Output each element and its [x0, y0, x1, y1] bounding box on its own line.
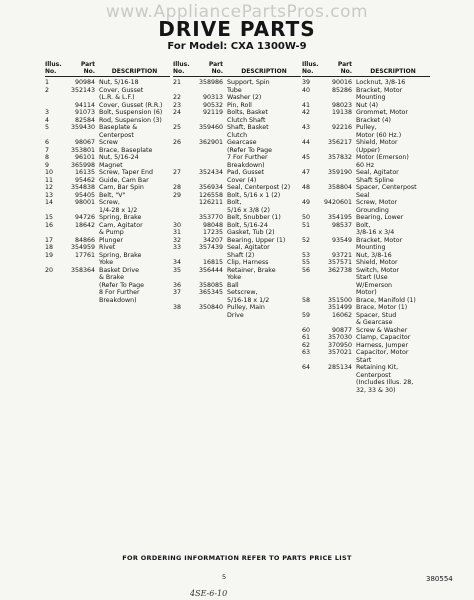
part-description: Brace, Baseplate	[99, 146, 153, 154]
illus-number: 24	[173, 109, 182, 116]
table-row	[45, 117, 170, 125]
part-description: Bearing, Lower	[356, 214, 404, 221]
table-row	[302, 139, 430, 154]
part-number: 359460	[198, 124, 223, 131]
part-description: Screw	[99, 139, 118, 146]
table-row	[173, 222, 301, 230]
table-row	[173, 229, 301, 237]
illus-number: 34	[173, 259, 182, 266]
table-row	[45, 139, 170, 147]
part-description: Nut, 3/8-16	[356, 251, 392, 259]
part-description: Clamp, Capacitor	[356, 334, 411, 341]
illus-number: 14	[45, 199, 54, 206]
illus-number: 22	[173, 94, 182, 101]
illus-number	[173, 214, 193, 222]
illus-number: 40	[302, 86, 311, 94]
part-number: 359190	[327, 169, 352, 176]
part-description: Retaining Kit, Centerpost (Includes Illus. 28, 32, 33 & 30)	[356, 364, 414, 394]
illus-number: 6	[45, 139, 50, 146]
illus-number: 47	[302, 169, 311, 176]
table-header	[45, 61, 170, 77]
table-row	[302, 327, 430, 335]
illus-number: 27	[173, 169, 182, 176]
part-number: 19138	[331, 109, 352, 116]
illus-number: 29	[173, 191, 182, 199]
table-row	[45, 244, 170, 252]
part-number: 356217	[327, 139, 352, 146]
part-description: Support, Spin Tube	[227, 79, 270, 94]
page-subtitle: For Model: CXA 1300W-9	[167, 41, 307, 52]
illus-number: 35	[173, 266, 182, 274]
table-header	[302, 61, 430, 77]
table-row	[173, 282, 301, 290]
part-description: Nut, 5/16-24	[99, 154, 139, 161]
part-description: Bolt, 5/16-24	[227, 221, 268, 229]
table-row	[302, 297, 430, 305]
table-row	[302, 79, 430, 87]
part-description: Belt, Snubber (1)	[227, 214, 281, 221]
illus-number: 43	[302, 124, 311, 131]
illus-number: 28	[173, 184, 182, 191]
illus-number: 45	[302, 154, 311, 161]
part-description: Belt, "V"	[99, 191, 126, 199]
page-title: DRIVE PARTS	[158, 17, 316, 41]
part-number: 98048	[202, 221, 223, 229]
table-row	[302, 154, 430, 169]
part-description: Motor (Emerson) 60 Hz	[356, 154, 409, 169]
parts-column-2	[173, 61, 301, 319]
part-number: 126211	[198, 199, 223, 206]
table-row	[302, 222, 430, 237]
illus-number: 38	[173, 304, 182, 311]
table-row	[302, 349, 430, 364]
illus-number: 49	[302, 199, 311, 206]
part-number: 17235	[202, 229, 223, 236]
part-description: Rod, Suspension (3)	[99, 116, 162, 124]
part-number: 365345	[198, 289, 223, 296]
part-number: 98023	[331, 101, 352, 109]
table-row	[45, 124, 170, 139]
part-number: 16135	[74, 169, 95, 176]
illus-number: 60	[302, 326, 311, 334]
table-row	[302, 252, 430, 260]
table-row	[173, 169, 301, 184]
part-description: Pad, Gusset Cover (4)	[227, 169, 265, 184]
illus-number: 20	[45, 266, 54, 274]
table-row	[302, 102, 430, 110]
table-row	[173, 192, 301, 200]
table-row	[45, 222, 170, 237]
part-description: Bolts, Basket Clutch Shaft	[227, 109, 268, 124]
table-row	[45, 267, 170, 305]
table-row	[302, 342, 430, 350]
part-description: Basket Drive & Brake (Refer To Page 8 For Further Breakdown)	[99, 266, 144, 304]
part-number: 362901	[198, 139, 223, 146]
part-description: Spring, Brake Yoke	[99, 251, 142, 266]
table-row	[173, 267, 301, 282]
table-row	[45, 252, 170, 267]
table-row	[302, 199, 430, 214]
part-description: Baseplate & Centerpost	[99, 124, 138, 139]
part-number: 84866	[74, 236, 95, 244]
part-number: 90016	[331, 79, 352, 86]
illus-number: 39	[302, 79, 311, 86]
illus-number: 1	[45, 79, 50, 86]
illus-number: 58	[302, 296, 311, 304]
table-row	[173, 199, 301, 214]
illus-number: 10	[45, 169, 54, 176]
illus-number: 17	[45, 236, 54, 244]
illus-number: 56	[302, 266, 311, 274]
table-row	[302, 87, 430, 102]
illus-number: 21	[173, 79, 182, 86]
parts-column-1	[45, 61, 170, 304]
illus-number: 53	[302, 251, 311, 259]
table-row	[173, 289, 301, 304]
part-description: Setscrew, 5/16-18 x 1/2	[227, 289, 270, 304]
part-number: 357832	[327, 154, 352, 161]
table-row	[45, 214, 170, 222]
part-number: 93549	[331, 236, 352, 244]
part-description: Spacer, Stud & Gearcase	[356, 311, 397, 326]
part-description: Pulley, Main Drive	[227, 304, 265, 319]
part-number: 91073	[74, 109, 95, 116]
illus-number: 23	[173, 101, 182, 109]
table-row	[45, 184, 170, 192]
illus-number: 7	[45, 146, 50, 154]
part-number: 16062	[331, 311, 352, 319]
table-row	[302, 334, 430, 342]
part-description: Seal, Agitator Shaft (2)	[227, 244, 270, 259]
part-description: Bolt, 3/8-16 x 3/4	[356, 221, 395, 236]
illus-header: Illus. No.	[173, 61, 190, 75]
part-number: 352143	[70, 86, 95, 94]
table-row	[173, 184, 301, 192]
part-number: 85286	[331, 86, 352, 94]
part-description: Nut, 5/16-18	[99, 79, 139, 86]
table-row	[45, 79, 170, 87]
illus-number: 15	[45, 214, 54, 221]
illus-number: 3	[45, 109, 50, 116]
part-number: 365998	[70, 161, 95, 169]
part-description: Rivet	[99, 244, 116, 251]
illus-number: 32	[173, 236, 182, 244]
illus-number: 36	[173, 281, 182, 289]
table-row	[173, 304, 301, 319]
table-row	[302, 214, 430, 222]
illus-number: 51	[302, 221, 311, 229]
part-description: Bolt, 5/16 x 3/8 (2)	[227, 199, 270, 214]
part-header: Part No.	[80, 61, 95, 75]
part-description: Washer (2)	[227, 94, 262, 101]
part-description: Bracket, Motor Mounting	[356, 236, 403, 251]
part-number: 94114	[74, 101, 95, 109]
part-number: 351500	[327, 296, 352, 304]
illus-number: 52	[302, 236, 311, 244]
part-number: 17761	[74, 251, 95, 259]
page-number: 5	[222, 573, 227, 581]
part-number: 356934	[198, 184, 223, 191]
part-description: Brace, Manifold (1)	[356, 296, 416, 304]
table-row	[173, 259, 301, 267]
part-description: Screw & Washer	[356, 326, 408, 334]
part-description: Plunger	[99, 236, 123, 244]
illus-number: 12	[45, 184, 54, 191]
table-row	[302, 169, 430, 184]
part-number: 96101	[74, 154, 95, 161]
document-number: 380554	[426, 575, 453, 583]
part-number: 353770	[198, 214, 223, 221]
illus-number: 26	[173, 139, 182, 146]
part-number: 90532	[202, 101, 223, 109]
part-description: Guide, Cam Bar	[99, 176, 149, 184]
table-row	[302, 267, 430, 297]
illus-number: 31	[173, 229, 182, 236]
table-row	[173, 79, 301, 94]
part-description: Cam, Bar Spin	[99, 184, 144, 191]
part-number: 357030	[327, 334, 352, 341]
part-header: Part No.	[337, 61, 352, 75]
table-row	[45, 169, 170, 177]
part-header: Part No.	[208, 61, 223, 75]
part-number: 370950	[327, 341, 352, 349]
watermark: www.AppliancePartsPros.com	[105, 2, 369, 22]
table-row	[45, 102, 170, 110]
part-description: Nut (4)	[356, 101, 379, 109]
illus-number: 55	[302, 259, 311, 266]
illus-number: 63	[302, 349, 311, 356]
part-number: 9420601	[323, 199, 352, 206]
illus-number: 42	[302, 109, 311, 116]
part-number: 356444	[198, 266, 223, 274]
illus-number: 16	[45, 221, 54, 229]
illus-number	[45, 102, 65, 110]
illus-number	[173, 199, 193, 214]
parts-column-3	[302, 61, 430, 394]
illus-number: 9	[45, 161, 50, 169]
part-description: Screw, Taper End	[99, 169, 154, 176]
part-number: 16815	[202, 259, 223, 266]
table-row	[45, 192, 170, 200]
part-number: 352434	[198, 169, 223, 176]
table-row	[45, 109, 170, 117]
part-description: Shield, Motor (Upper)	[356, 139, 398, 154]
illus-number: 25	[173, 124, 182, 131]
part-description: Grommet, Motor Bracket (4)	[356, 109, 408, 124]
ordering-footer: FOR ORDERING INFORMATION REFER TO PARTS PRICE LIST	[122, 554, 352, 562]
illus-number: 5	[45, 124, 50, 131]
illus-number: 50	[302, 214, 311, 221]
part-description: Bolt, 5/16 x 1 (2)	[227, 191, 281, 199]
illus-number: 41	[302, 101, 311, 109]
part-number: 354838	[70, 184, 95, 191]
table-header	[173, 61, 301, 77]
part-description: Spacer, Centerpost Seal	[356, 184, 417, 199]
part-number: 357571	[327, 259, 352, 266]
table-row	[173, 139, 301, 169]
part-number: 92216	[331, 124, 352, 131]
part-description: Capacitor, Motor Start	[356, 349, 409, 364]
part-number: 357021	[327, 349, 352, 356]
illus-header: Illus. No.	[45, 61, 62, 75]
illus-number: 44	[302, 139, 311, 146]
part-description: Shaft, Basket Clutch	[227, 124, 269, 139]
table-row	[302, 312, 430, 327]
table-row	[173, 102, 301, 110]
handwritten-note: 4SE-6-10	[190, 589, 228, 598]
part-number: 362738	[327, 266, 352, 274]
part-number: 90877	[331, 326, 352, 334]
table-row	[45, 237, 170, 245]
table-row	[302, 259, 430, 267]
part-number: 358804	[327, 184, 352, 191]
table-row	[45, 162, 170, 170]
part-number: 354195	[327, 214, 352, 221]
table-row	[45, 154, 170, 162]
table-row	[173, 237, 301, 245]
illus-number	[302, 304, 322, 312]
part-description: Bolt, Suspension (6)	[99, 109, 163, 116]
part-number: 358986	[198, 79, 223, 86]
part-number: 359430	[70, 124, 95, 131]
part-description: Spring, Brake	[99, 214, 142, 221]
illus-header: Illus. No.	[302, 61, 319, 75]
table-row	[173, 109, 301, 124]
part-description: Brace, Motor (1)	[356, 304, 408, 311]
part-description: Retainer, Brake Yoke	[227, 266, 276, 281]
part-description: Gasket, Tub (2)	[227, 229, 275, 236]
part-description: Clip, Harness	[227, 259, 269, 266]
part-description: Bearing, Upper (1)	[227, 236, 286, 244]
table-row	[302, 184, 430, 199]
part-number: 357439	[198, 244, 223, 251]
table-row	[302, 237, 430, 252]
part-description: Screw, 1/4-28 x 1/2	[99, 199, 138, 214]
part-number: 353801	[70, 146, 95, 154]
part-description: Cover, Gusset (R.R.)	[99, 101, 163, 109]
table-row	[302, 304, 430, 312]
part-description: Seal, Agitator Shaft Spline	[356, 169, 399, 184]
part-number: 98067	[74, 139, 95, 146]
illus-number: 19	[45, 251, 54, 259]
part-number: 94726	[74, 214, 95, 221]
part-number: 350840	[198, 304, 223, 311]
part-number: 95462	[74, 176, 95, 184]
part-description: Cam, Agitator & Pump	[99, 221, 143, 236]
part-description: Ball	[227, 281, 239, 289]
illus-number: 4	[45, 116, 50, 124]
table-row	[302, 124, 430, 139]
illus-number: 2	[45, 86, 50, 94]
illus-number: 61	[302, 334, 311, 341]
part-description: Locknut, 3/8-16	[356, 79, 406, 86]
part-description: Screw, Motor Grounding	[356, 199, 398, 214]
illus-number: 18	[45, 244, 54, 251]
table-row	[173, 124, 301, 139]
table-row	[173, 214, 301, 222]
part-description: Magnet	[99, 161, 123, 169]
part-number: 82584	[74, 116, 95, 124]
illus-number: 13	[45, 191, 54, 199]
part-description: Cover, Gusset (L.R. & L.F.)	[99, 86, 144, 101]
part-number: 285134	[327, 364, 352, 371]
part-number: 90313	[202, 94, 223, 101]
part-number: 18642	[74, 221, 95, 229]
part-number: 126558	[198, 191, 223, 199]
illus-number: 59	[302, 311, 311, 319]
illus-number: 8	[45, 154, 50, 161]
part-description: Switch, Motor Start (Use W/Emerson Motor)	[356, 266, 400, 296]
table-row	[173, 94, 301, 102]
part-number: 90984	[74, 79, 95, 86]
description-header: DESCRIPTION	[370, 68, 416, 75]
part-number: 358364	[70, 266, 95, 274]
part-number: 34207	[202, 236, 223, 244]
part-description: Harness, Jumper	[356, 341, 408, 349]
illus-number: 33	[173, 244, 182, 251]
part-description: Pulley, Motor (60 Hz.)	[356, 124, 402, 139]
part-number: 358085	[198, 281, 223, 289]
description-header: DESCRIPTION	[241, 68, 287, 75]
description-header: DESCRIPTION	[111, 68, 158, 75]
table-row	[45, 177, 170, 185]
table-row	[45, 199, 170, 214]
part-description: Seal, Centerpost (2)	[227, 184, 291, 191]
part-number: 351499	[327, 304, 352, 311]
part-number: 92119	[202, 109, 223, 116]
part-number: 93721	[331, 251, 352, 259]
part-description: Pin, Roll	[227, 101, 252, 109]
table-row	[45, 87, 170, 102]
table-row	[173, 244, 301, 259]
part-number: 98001	[74, 199, 95, 206]
table-row	[302, 364, 430, 394]
part-number: 354959	[70, 244, 95, 251]
part-description: Shield, Motor	[356, 259, 398, 266]
part-number: 95405	[74, 191, 95, 199]
illus-number: 62	[302, 341, 311, 349]
illus-number: 11	[45, 176, 54, 184]
part-description: Gearcase (Refer To Page 7 For Further Breakdown)	[227, 139, 272, 169]
part-description: Bracket, Motor Mounting	[356, 86, 403, 101]
illus-number: 48	[302, 184, 311, 191]
illus-number: 37	[173, 289, 182, 296]
table-row	[302, 109, 430, 124]
illus-number: 64	[302, 364, 311, 371]
part-number: 98537	[331, 221, 352, 229]
illus-number: 30	[173, 221, 182, 229]
table-row	[45, 147, 170, 155]
